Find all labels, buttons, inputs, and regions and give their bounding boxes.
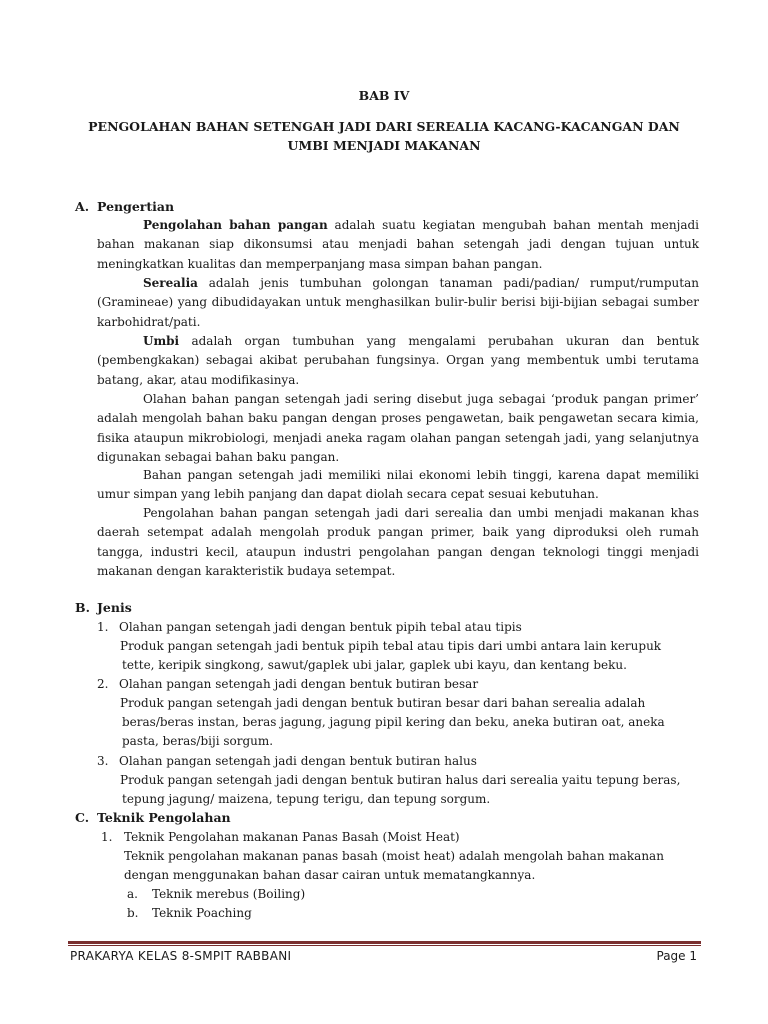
footer-course-label: PRAKARYA KELAS 8-SMPIT RABBANI <box>70 949 292 963</box>
chapter-title-line-1: PENGOLAHAN BAHAN SETENGAH JADI DARI SEREALIA KACANG-KACANGAN DAN <box>88 119 680 134</box>
chapter-title <box>60 117 708 155</box>
section-a-heading <box>75 198 174 216</box>
section-a-letter: A. <box>75 199 90 214</box>
paragraph-bahan-pangan <box>97 466 699 505</box>
term-pengolahan: Pengolahan bahan pangan <box>143 218 328 232</box>
section-c-letter: C. <box>75 810 90 825</box>
list-item-1-title: 1. Olahan pangan setengah jadi dengan bentuk pipih tebal atau tipis <box>97 620 522 634</box>
chapter-title-line-2: UMBI MENJADI MAKANAN <box>287 138 481 153</box>
section-c-title: Teknik Pengolahan <box>97 810 231 825</box>
section-b-letter: B. <box>75 600 90 615</box>
footer-page-number: Page 1 <box>656 949 697 963</box>
term-serealia: Serealia <box>143 276 198 290</box>
text-umbi: adalah organ tumbuhan yang mengalami perubahan ukuran dan bentuk (pembengkakan) sebagai akibat perubahan fungsinya. Organ yang membentuk umbi terutama batang, akar, atau modifikasinya. <box>97 334 699 387</box>
list-item-3-title: 3. Olahan pangan setengah jadi dengan bentuk butiran halus <box>97 754 477 768</box>
text-olahan: Olahan bahan pangan setengah jadi sering disebut juga sebagai ‘produk pangan primer’ adalah mengolah bahan baku pangan dengan proses pengawetan, baik pengawetan secara kimia, fisika ataupun mikrobiologi, menjadi aneka ragam olahan pangan setengah jadi, yang selanjutnya digunakan sebagai bahan baku pangan. <box>97 392 699 464</box>
list-item-1-body: Produk pangan setengah jadi bentuk pipih tebal atau tipis dari umbi antara lain kerupuk tette, keripik singkong, sawut/gaplek ubi jalar, gaplek ubi kayu, dan kentang beku. <box>120 639 662 672</box>
paragraph-umbi <box>97 332 699 390</box>
text-serealia: adalah jenis tumbuhan golongan tanaman padi/padian/ rumput/rumputan (Gramineae) yang dibudidayakan untuk menghasilkan bulir-bulir berisi biji-bijian sebagai sumber karbohidrat/pati. <box>97 276 699 329</box>
section-a-title: Pengertian <box>97 199 175 214</box>
section-c-heading <box>75 809 231 827</box>
paragraph-serealia <box>97 274 699 332</box>
term-umbi: Umbi <box>143 334 180 348</box>
list-item-2-title: 2. Olahan pangan setengah jadi dengan bentuk butiran besar <box>97 677 479 691</box>
text-bahan-pangan: Bahan pangan setengah jadi memiliki nilai ekonomi lebih tinggi, karena dapat memiliki umur simpan yang lebih panjang dan dapat diolah secara cepat sesuai kebutuhan. <box>97 468 699 502</box>
technique-sub-b: b. Teknik Poaching <box>127 906 252 920</box>
technique-item-1-title: 1. Teknik Pengolahan makanan Panas Basah (Moist Heat) <box>101 830 460 844</box>
section-b-heading <box>75 599 132 617</box>
section-b-title: Jenis <box>97 600 132 615</box>
technique-sub-a: a. Teknik merebus (Boiling) <box>127 887 306 901</box>
paragraph-olahan <box>97 390 699 467</box>
paragraph-pengolahan <box>97 216 699 274</box>
chapter-label: BAB IV <box>358 88 410 103</box>
text-pengolahan-khas: Pengolahan bahan pangan setengah jadi dari serealia dan umbi menjadi makanan khas daerah setempat adalah mengolah produk pangan primer, baik yang diproduksi oleh rumah tangga, industri kecil, ataupun industri pengolahan pangan dengan teknologi tinggi menjadi makanan dengan karakteristik budaya setempat. <box>97 506 699 578</box>
text-pengolahan: adalah suatu kegiatan mengubah bahan mentah menjadi bahan makanan siap dikonsumsi atau menjadi bahan setengah jadi dengan tujuan untuk meningkatkan kualitas dan memperpanjang masa simpan bahan pangan. <box>97 218 700 271</box>
technique-item-1-body: Teknik pengolahan makanan panas basah (moist heat) adalah mengolah bahan makanan dengan menggunakan bahan dasar cairan untuk mematangkannya. <box>124 849 664 883</box>
list-item-3-body: Produk pangan setengah jadi dengan bentuk butiran halus dari serealia yaitu tepung beras, tepung jagung/ maizena, tepung terigu, dan tepung sorgum. <box>120 773 681 806</box>
footer-divider-thin <box>68 945 701 946</box>
list-item-2-body: Produk pangan setengah jadi dengan bentuk butiran besar dari bahan serealia adalah beras/beras instan, beras jagung, jagung pipil kering dan beku, aneka butiran oat, aneka pasta, beras/biji sorgum. <box>120 696 665 748</box>
paragraph-pengolahan-khas <box>97 504 699 581</box>
footer-divider-thick <box>68 941 701 944</box>
